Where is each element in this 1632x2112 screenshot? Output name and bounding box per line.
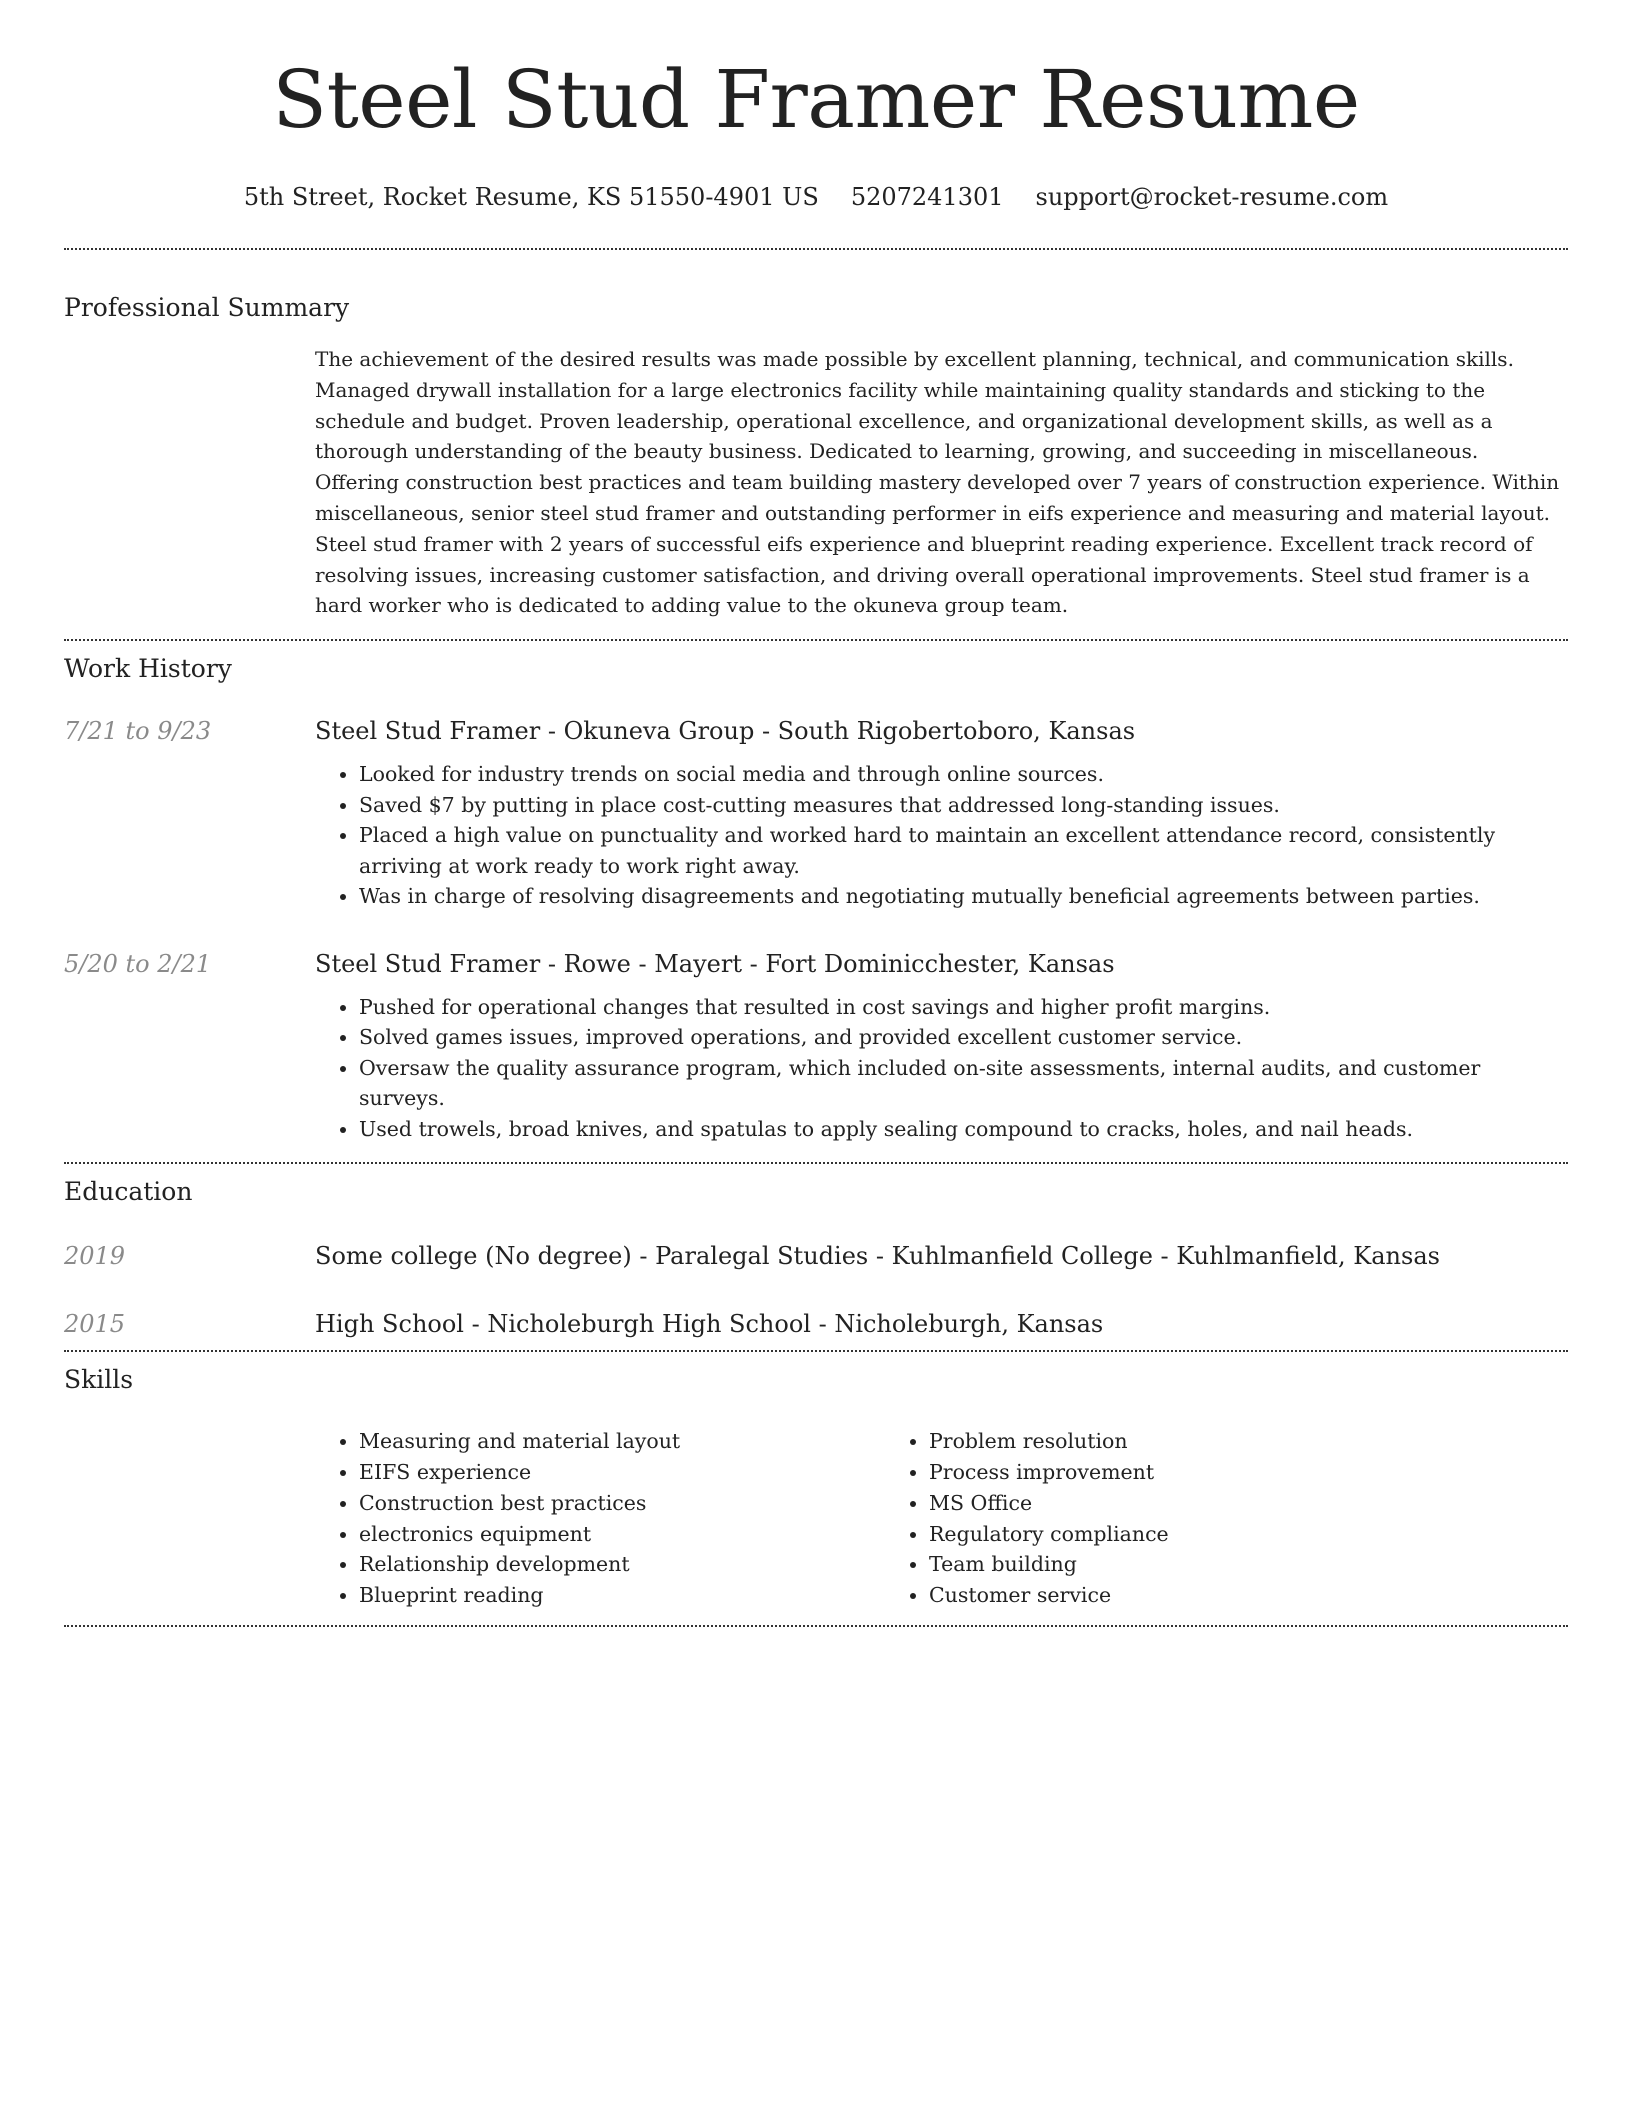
job-bullet: • Used trowels, broad knives, and spatulas to apply sealing compound to cracks, holes, and nail heads.: [359, 1114, 1568, 1145]
job-bullet: • Oversaw the quality assurance program, which included on-site assessments, internal audits, and customer surveys.: [359, 1053, 1568, 1114]
education-entry: [64, 1240, 1568, 1272]
job-entry: [64, 948, 1568, 1145]
job-dates: 5/20 to 2/21: [64, 949, 212, 978]
job-bullets: [315, 992, 1568, 1145]
skill-item: • Process improvement: [929, 1457, 1568, 1488]
skill-item: • Measuring and material layout: [359, 1426, 885, 1457]
education-section-title: Education: [64, 1177, 193, 1207]
work-history-list: [64, 715, 1568, 1144]
job-bullet: • Looked for industry trends on social media and through online sources.: [359, 759, 1568, 790]
job-bullet: • Saved $7 by putting in place cost-cutting measures that addressed long-standing issues.: [359, 790, 1568, 821]
skills-list-left: [315, 1426, 885, 1611]
skills-list-right: [885, 1426, 1568, 1611]
job-dates: 7/21 to 9/23: [64, 717, 212, 746]
summary-divider: [64, 639, 1568, 641]
skill-item: • Regulatory compliance: [929, 1519, 1568, 1550]
contact-line: [64, 182, 1568, 212]
skill-item: • Customer service: [929, 1580, 1568, 1611]
job-body: [315, 948, 1568, 1145]
skill-item: • Construction best practices: [359, 1488, 885, 1519]
job-heading: Steel Stud Framer - Rowe - Mayert - Fort Dominicchester, Kansas: [315, 949, 1115, 978]
education-body: [315, 1308, 1568, 1340]
education-entry: [64, 1308, 1568, 1340]
education-heading: Some college (No degree) - Paralegal Studies - Kuhlmanfield College - Kuhlmanfield, Kansas: [315, 1242, 1440, 1271]
skill-item: • Relationship development: [359, 1549, 885, 1580]
header-divider: [64, 248, 1568, 250]
skills-columns: [315, 1426, 1568, 1611]
work-section-title: Work History: [64, 654, 232, 684]
skill-item: • EIFS experience: [359, 1457, 885, 1488]
skills-section-title: Skills: [64, 1365, 134, 1395]
resume-title: Steel Stud Framer Resume: [272, 53, 1360, 146]
job-body: [315, 715, 1568, 912]
job-entry: [64, 715, 1568, 912]
contact-address: 5th Street, Rocket Resume, KS 51550-4901 US: [243, 183, 819, 211]
summary-text: The achievement of the desired results was made possible by excellent planning, technical, and communication skills. Managed drywall installation for a large electronics facility while maintaining quality standards and sticking to the schedule and budget. Proven leadership, operational excellence, and organizational development skills, as well as a thorough understanding of the beauty business. Dedicated to learning, growing, and succeeding in miscellaneous. Offering construction best practices and team building mastery developed over 7 years of construction experience. Within miscellaneous, senior steel stud framer and outstanding performer in eifs experience and measuring and material layout. Steel stud framer with 2 years of successful eifs experience and blueprint reading experience. Excellent track record of resolving issues, increasing customer satisfaction, and driving overall operational improvements. Steel stud framer is a hard worker who is dedicated to adding value to the okuneva group team.: [315, 347, 1560, 618]
contact-email: support@rocket-resume.com: [1035, 183, 1389, 211]
job-bullet: • Placed a high value on punctuality and worked hard to maintain an excellent attendance record, consistently arriving at work ready to work right away.: [359, 820, 1568, 881]
summary-section-title: Professional Summary: [64, 293, 350, 322]
job-bullet: • Was in charge of resolving disagreements and negotiating mutually beneficial agreements between parties.: [359, 881, 1568, 912]
skill-item: • MS Office: [929, 1488, 1568, 1519]
job-bullets: [315, 759, 1568, 912]
contact-phone: 5207241301: [850, 183, 1004, 211]
skill-item: • Team building: [929, 1549, 1568, 1580]
skills-divider: [64, 1625, 1568, 1627]
skill-item: • electronics equipment: [359, 1519, 885, 1550]
job-heading: Steel Stud Framer - Okuneva Group - South Rigobertoboro, Kansas: [315, 717, 1136, 746]
education-list: [64, 1240, 1568, 1340]
job-bullet: • Pushed for operational changes that resulted in cost savings and higher profit margins.: [359, 992, 1568, 1023]
skill-item: • Problem resolution: [929, 1426, 1568, 1457]
education-year: 2015: [64, 1310, 126, 1339]
education-year: 2019: [64, 1242, 126, 1271]
education-heading: High School - Nicholeburgh High School - Nicholeburgh, Kansas: [315, 1310, 1104, 1339]
work-divider: [64, 1162, 1568, 1164]
education-divider: [64, 1350, 1568, 1352]
job-bullet: • Solved games issues, improved operations, and provided excellent customer service.: [359, 1022, 1568, 1053]
skill-item: • Blueprint reading: [359, 1580, 885, 1611]
education-body: [315, 1240, 1568, 1272]
